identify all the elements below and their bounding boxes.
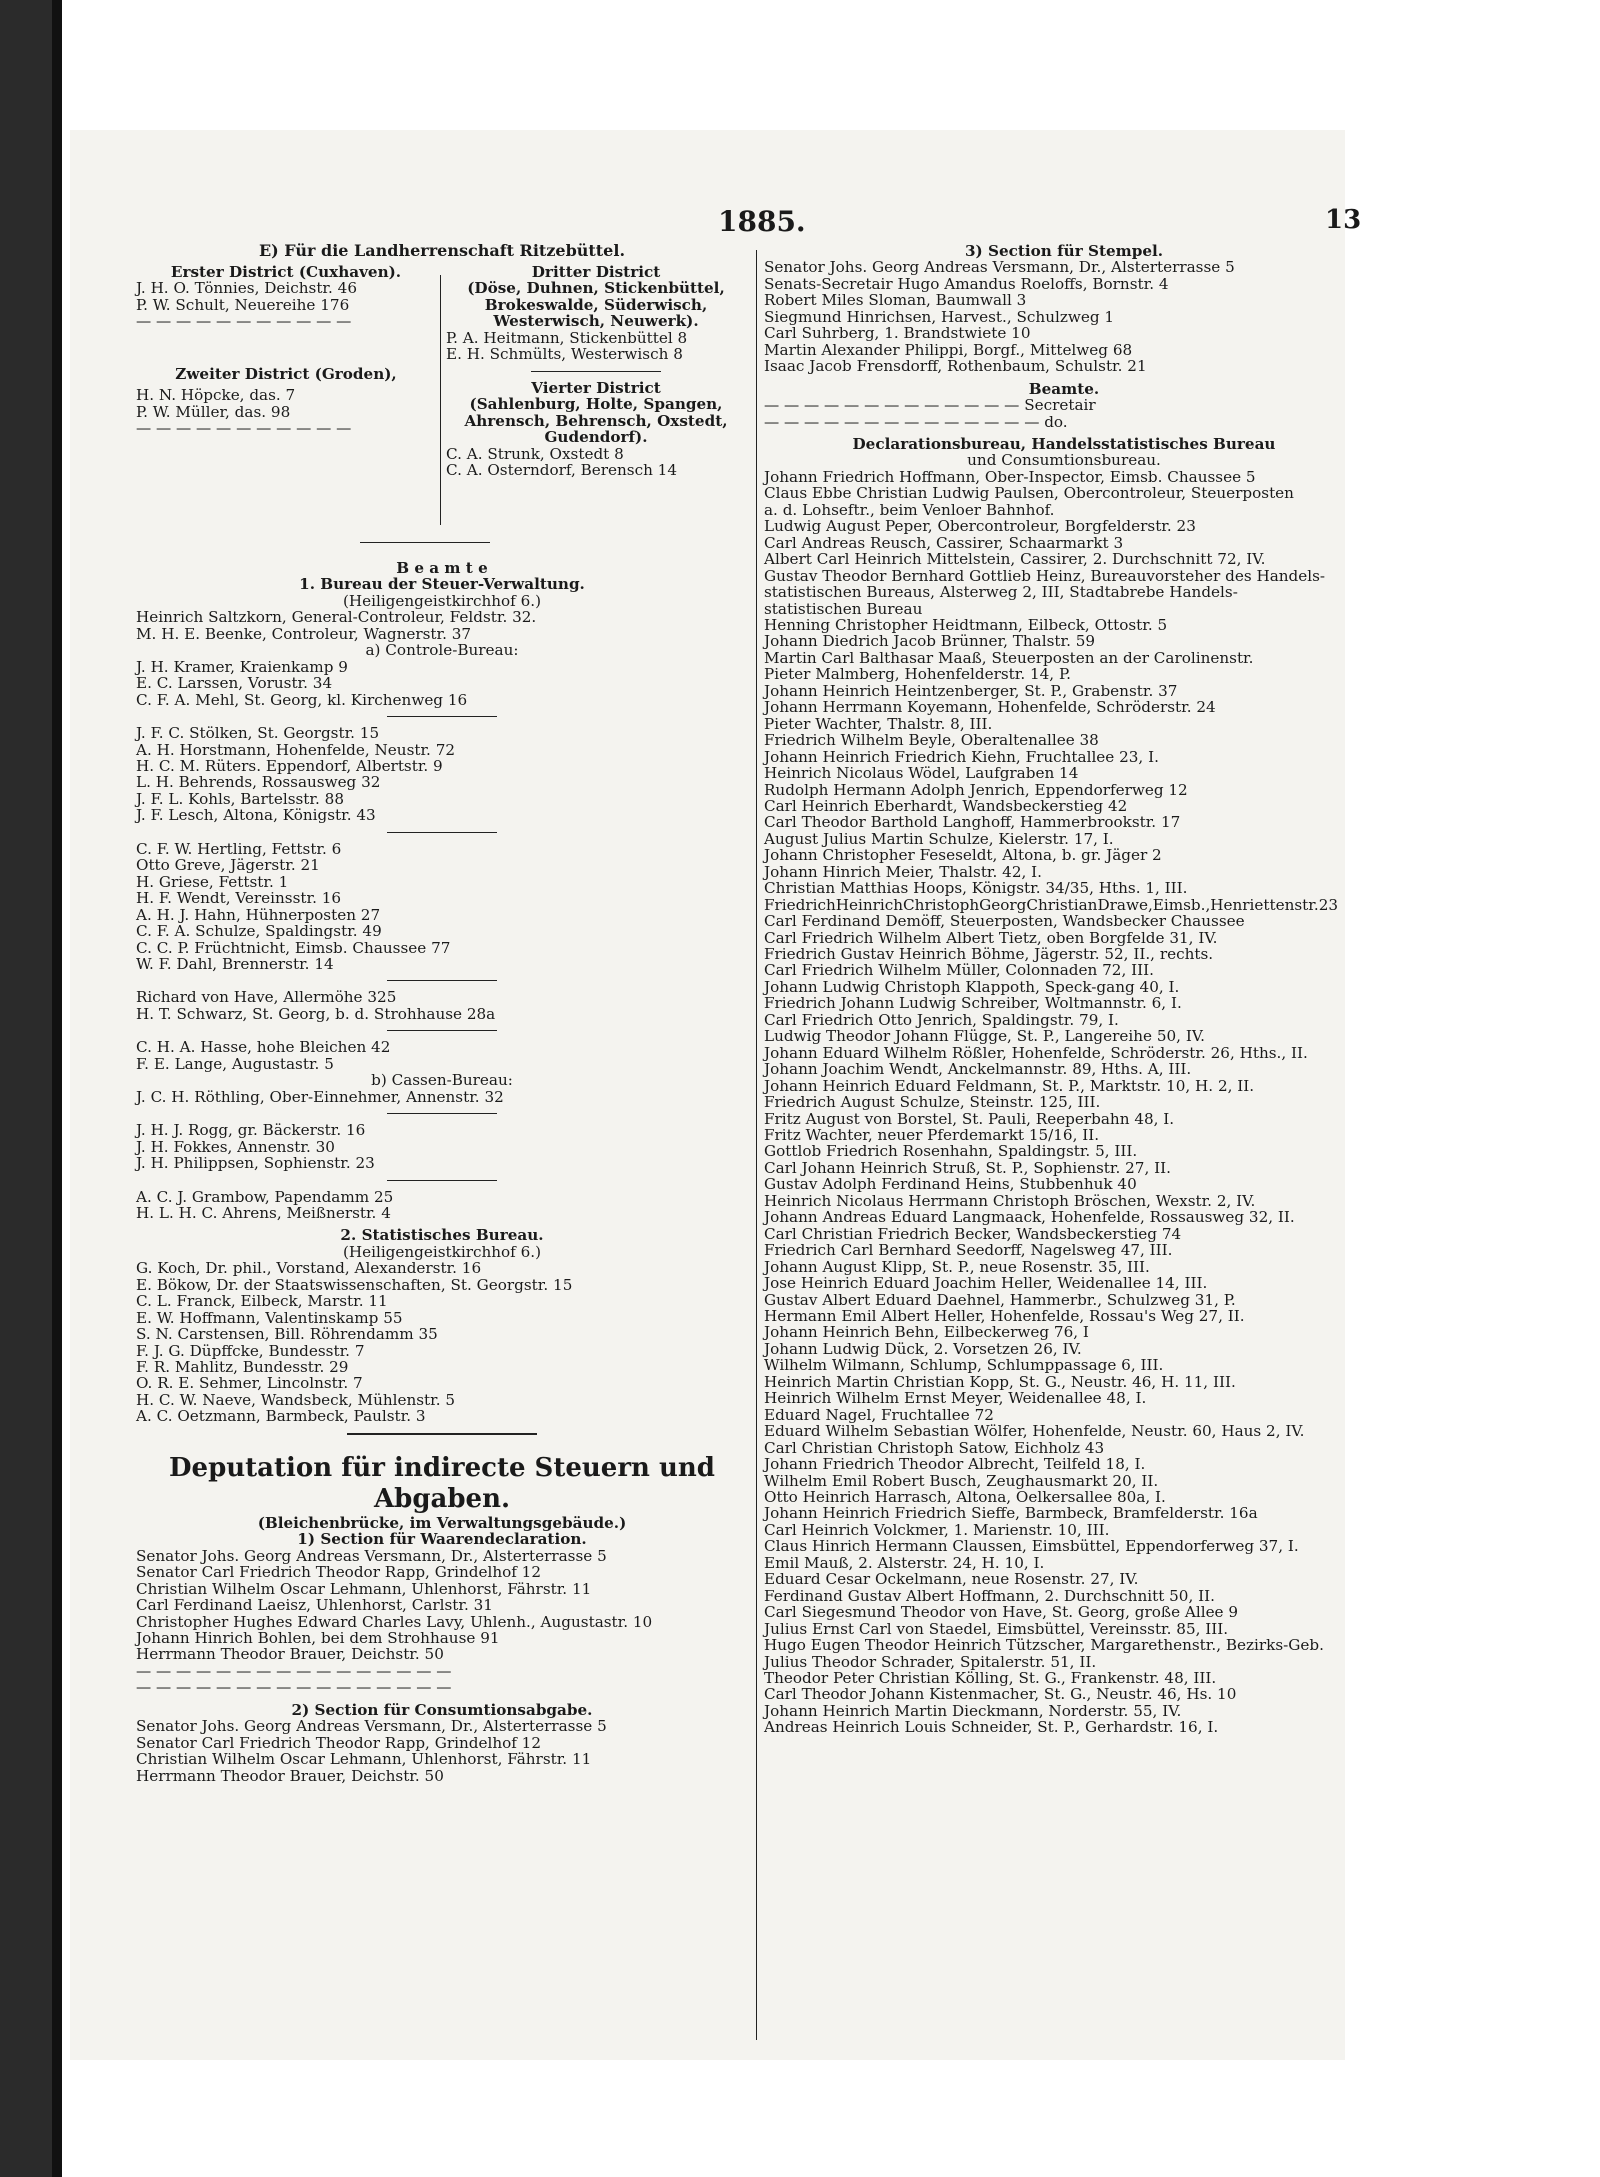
section3-line: Siegmund Hinrichsen, Harvest., Schulzweg 1 [764,307,1115,326]
declaration-line: Johann Friedrich Theodor Albrecht, Teilfeld 18, I. [764,1455,1146,1474]
group-rule [387,832,497,833]
declaration-line: Friedrich Gustav Heinrich Böhme, Jägerstr. 52, II., rechts. [764,945,1214,964]
declaration-line: Carl Andreas Reusch, Cassirer, Schaarmarkt 3 [764,533,1124,552]
beamte-line: — — — — — — — — — — — — — Secretair [764,396,1096,415]
declaration-line: Johann Christopher Feseseldt, Altona, b. gr. Jäger 2 [764,846,1162,865]
declaration-line: Johann Herrmann Koyemann, Hohenfelde, Schröderstr. 24 [764,698,1216,717]
declaration-line: Andreas Heinrich Louis Schneider, St. P., Gerhardstr. 16, I. [764,1718,1219,1737]
declaration-line: Julius Ernst Carl von Staedel, Eimsbüttel, Vereinsstr. 85, III. [764,1619,1229,1638]
declaration-line: Christian Matthias Hoops, Königstr. 34/35, Hths. 1, III. [764,879,1188,898]
declaration-line: Wilhelm Emil Robert Busch, Zeughausmarkt 20, II. [764,1471,1159,1490]
section-rule [360,542,490,543]
declaration-line: statistischen Bureau [764,599,923,618]
declaration-line: Johann Hinrich Meier, Thalstr. 42, I. [764,862,1042,881]
cassen-line: J. C. H. Röthling, Ober-Einnehmer, Annenstr. 32 [136,1087,504,1106]
bureau1-line: Heinrich Saltzkorn, General-Controleur, Feldstr. 32. [136,608,537,627]
declaration-line: Heinrich Nicolaus Herrmann Christoph Bröschen, Wexstr. 2, IV. [764,1191,1256,1210]
bureau1-sub: (Heiligengeistkirchhof 6.) [342,591,542,610]
section1-line: Herrmann Theodor Brauer, Deichstr. 50 [136,1645,444,1664]
declaration-line: Albert Carl Heinrich Mittelstein, Cassirer, 2. Durchschnitt 72, IV. [764,550,1266,569]
cassen-line: A. C. J. Grambow, Papendamm 25 [136,1187,394,1206]
district4-heading: (Sahlenburg, Holte, Spangen, [469,395,723,414]
declaration-line: Jose Heinrich Eduard Joachim Heller, Weidenallee 14, III. [764,1274,1208,1293]
controle-line: C. H. A. Hasse, hohe Bleichen 42 [136,1038,391,1057]
section3-line: Senator Johs. Georg Andreas Versmann, Dr., Alsterterrasse 5 [764,258,1235,277]
controle-line: A. H. J. Hahn, Hühnerposten 27 [136,905,381,924]
declaration-line: Carl Friedrich Otto Jenrich, Spaldingstr. 79, I. [764,1010,1119,1029]
district1-line: P. W. Schult, Neuereihe 176 [136,295,350,314]
section2-line: Senator Carl Friedrich Theodor Rapp, Grindelhof 12 [136,1733,542,1752]
declaration-line: Friedrich Wilhelm Beyle, Oberaltenallee 38 [764,731,1099,750]
controle-line: C. F. W. Hertling, Fettstr. 6 [136,839,342,858]
left-beamte [136,560,748,1784]
declaration-line: Heinrich Nicolaus Wödel, Laufgraben 14 [764,764,1079,783]
controle-line: H. Griese, Fettstr. 1 [136,872,289,891]
bureau2-line: G. Koch, Dr. phil., Vorstand, Alexanderstr. 16 [136,1259,482,1278]
declaration-line: Johann Heinrich Friedrich Kiehn, Fruchtallee 23, I. [764,747,1159,766]
section1-line: Senator Johs. Georg Andreas Versmann, Dr., Alsterterrasse 5 [136,1546,607,1565]
controle-line: H. C. M. Rüters. Eppendorf, Albertstr. 9 [136,756,443,775]
section2-line: Herrmann Theodor Brauer, Deichstr. 50 [136,1766,444,1785]
declaration-line: Johann Friedrich Hoffmann, Ober-Inspector, Eimsb. Chaussee 5 [764,467,1256,486]
bureau2-line: F. J. G. Düpffcke, Bundesstr. 7 [136,1341,365,1360]
beamte-title: B e a m t e [396,559,488,577]
district1-line: — — — — — — — — — — — [136,312,352,331]
beamte-line: — — — — — — — — — — — — — — do. [764,412,1068,431]
controle-line: C. C. P. Früchtnicht, Eimsb. Chaussee 77 [136,938,451,957]
declaration-line: Friedrich Carl Bernhard Seedorff, Nagelsweg 47, III. [764,1241,1173,1260]
declaration-line: Hugo Eugen Theodor Heinrich Tützscher, Margarethenstr., Bezirks-Geb. [764,1636,1324,1655]
section3-heading: 3) Section für Stempel. [964,242,1164,260]
section3-line: Robert Miles Sloman, Baumwall 3 [764,291,1027,310]
group-rule [387,1113,497,1114]
declaration-line: Ludwig August Peper, Obercontroleur, Borgfelderstr. 23 [764,517,1196,536]
declaration-line: Carl Johann Heinrich Struß, St. P., Sophienstr. 27, II. [764,1158,1171,1177]
declaration-line: Eduard Nagel, Fruchtallee 72 [764,1405,994,1424]
declaration-line: Ferdinand Gustav Albert Hoffmann, 2. Durchschnitt 50, II. [764,1586,1215,1605]
declaration-line: Gottlob Friedrich Rosenhahn, Spaldingstr. 5, III. [764,1142,1138,1161]
declaration-line: Johann Heinrich Behn, Eilbeckerweg 76, I [764,1323,1089,1342]
controle-line: Richard von Have, Allermöhe 325 [136,988,397,1007]
declaration-heading: Declarationsbureau, Handelsstatistisches Bureau [852,434,1276,453]
district3-heading: Dritter District [531,263,661,281]
declaration-line: Carl Siegesmund Theodor von Have, St. Georg, große Allee 9 [764,1603,1239,1622]
declaration-line: Gustav Theodor Bernhard Gottlieb Heinz, Bureauvorsteher des Handels- [764,566,1326,585]
section2-line: Christian Wilhelm Oscar Lehmann, Uhlenhorst, Fährstr. 11 [136,1750,592,1769]
controle-line: J. F. C. Stölken, St. Georgstr. 15 [136,724,380,743]
declaration-line: Julius Theodor Schrader, Spitalerstr. 51, II. [764,1652,1097,1671]
declaration-line: Johann Ludwig Dück, 2. Vorsetzen 26, IV. [764,1339,1082,1358]
declaration-line: Pieter Wachter, Thalstr. 8, III. [764,714,993,733]
page-number: 13 [1325,205,1362,235]
controle-line: J. F. L. Kohls, Bartelsstr. 88 [136,789,344,808]
group-rule [387,980,497,981]
controle-line: W. F. Dahl, Brennerstr. 14 [136,954,334,973]
column-divider [756,250,757,2040]
group-rule [387,1030,497,1031]
district4-heading: Gudendorf). [544,428,648,447]
bureau2-line: S. N. Carstensen, Bill. Röhrendamm 35 [136,1325,438,1344]
cassen-line: J. H. Fokkes, Annenstr. 30 [136,1137,335,1156]
district4-line: C. A. Osterndorf, Berensch 14 [446,460,678,479]
declaration-line: Johann Heinrich Martin Dieckmann, Norderstr. 55, IV. [764,1701,1182,1720]
beamte-heading: Beamte. [1028,379,1100,398]
bureau1-heading: 1. Bureau der Steuer-Verwaltung. [299,575,585,594]
district3-line: E. H. Schmülts, Westerwisch 8 [446,345,683,364]
scan-binding-shadow [52,0,62,2177]
declaration-line: Johann Andreas Eduard Langmaack, Hohenfelde, Rossausweg 32, II. [764,1208,1295,1227]
declaration-line: Fritz August von Borstel, St. Pauli, Reeperbahn 48, I. [764,1109,1175,1128]
declaration-line: Eduard Cesar Ockelmann, neue Rosenstr. 27, IV. [764,1570,1139,1589]
district4-heading: Vierter District [531,378,661,397]
declaration-line: Carl Friedrich Wilhelm Müller, Colonnaden 72, III. [764,961,1154,980]
declaration-line: Gustav Albert Eduard Daehnel, Hammerbr., Schulzweg 31, P. [764,1290,1236,1309]
declaration-line: statistischen Bureaus, Alsterweg 2, III, Stadtabrebe Handels- [764,583,1238,602]
controle-line: H. T. Schwarz, St. Georg, b. d. Strohhause 28a [136,1004,496,1023]
deputation-title: Deputation für indirecte Steuern und [169,1452,715,1483]
declaration-line: Claus Ebbe Christian Ludwig Paulsen, Obercontroleur, Steuerposten [764,484,1294,503]
section1-line: — — — — — — — — — — — — — — — — [136,1661,452,1680]
declaration-line: Johann Heinrich Friedrich Sieffe, Barmbeck, Bramfelderstr. 16a [764,1504,1258,1523]
section1-line: Carl Ferdinand Laeisz, Uhlenhorst, Carlstr. 31 [136,1596,493,1615]
declaration-line: Gustav Adolph Ferdinand Heins, Stubbenhuk 40 [764,1175,1137,1194]
controle-line: F. E. Lange, Augustastr. 5 [136,1054,334,1073]
declaration-line: Carl Heinrich Eberhardt, Wandsbeckerstieg 42 [764,796,1128,815]
bureau1-line: M. H. E. Beenke, Controleur, Wagnerstr. 37 [136,624,472,643]
ritzebuettel-title: E) Für die Landherrenschaft Ritzebüttel. [258,241,626,260]
declaration-line: Johann August Klipp, St. P., neue Rosenstr. 35, III. [764,1257,1150,1276]
section3-line: Martin Alexander Philippi, Borgf., Mittelweg 68 [764,340,1133,359]
declaration-line: Hermann Emil Albert Heller, Hohenfelde, Rossau's Weg 27, II. [764,1307,1245,1325]
district2-heading: Zweiter District (Groden), [175,364,397,383]
section1-line: Christopher Hughes Edward Charles Lavy, Uhlenh., Augustastr. 10 [136,1612,653,1631]
declaration-line: Henning Christopher Heidtmann, Eilbeck, Ottostr. 5 [764,615,1168,634]
declaration-line: Wilhelm Wilmann, Schlump, Schlumppassage 6, III. [764,1356,1164,1375]
declaration-line: Friedrich August Schulze, Steinstr. 125, III. [764,1093,1101,1112]
declaration-line: Carl Christian Friedrich Becker, Wandsbeckerstieg 74 [764,1224,1182,1243]
controle-line: L. H. Behrends, Rossausweg 32 [136,773,381,792]
section3-line: Carl Suhrberg, 1. Brandstwiete 10 [764,324,1031,343]
cassen-line: H. L. H. C. Ahrens, Meißnerstr. 4 [136,1203,391,1222]
district-divider [440,275,441,525]
declaration-line: August Julius Martin Schulze, Kielerstr. 17, I. [764,829,1114,848]
declaration-line: Claus Hinrich Hermann Claussen, Eimsbüttel, Eppendorferweg 37, I. [764,1537,1299,1556]
declaration-line: Emil Mauß, 2. Alsterstr. 24, H. 10, I. [764,1553,1045,1572]
section3-line: Senats-Secretair Hugo Amandus Roeloffs, Bornstr. 4 [764,274,1169,293]
declaration-line: Theodor Peter Christian Kölling, St. G., Frankenstr. 48, III. [764,1668,1217,1687]
declaration-line: Johann Heinrich Heintzenberger, St. P., Grabenstr. 37 [764,681,1178,700]
bureau2-line: H. C. W. Naeve, Wandsbeck, Mühlenstr. 5 [136,1390,456,1409]
controle-line: H. F. Wendt, Vereinsstr. 16 [136,889,342,908]
controle-line: Otto Greve, Jägerstr. 21 [136,856,320,875]
district2-line: P. W. Müller, das. 98 [136,402,291,421]
bureau2-sub: (Heiligengeistkirchhof 6.) [342,1242,542,1261]
declaration-line: Ludwig Theodor Johann Flügge, St. P., Langereihe 50, IV. [764,1027,1205,1046]
declaration-line: Johann Heinrich Eduard Feldmann, St. P., Marktstr. 10, H. 2, II. [764,1076,1255,1095]
section1-line: Christian Wilhelm Oscar Lehmann, Uhlenhorst, Fährstr. 11 [136,1579,592,1598]
declaration-line: Johann Diedrich Jacob Brünner, Thalstr. 59 [764,632,1096,651]
district3-line: P. A. Heitmann, Stickenbüttel 8 [446,328,688,347]
cassen-heading: b) Cassen-Bureau: [371,1071,513,1090]
declaration-line: Carl Ferdinand Demöff, Steuerposten, Wandsbecker Chaussee [764,912,1245,931]
section1-heading: 1) Section für Waarendeclaration. [297,1530,587,1549]
declaration-heading: und Consumtionsbureau. [967,451,1161,470]
district-rule [531,371,661,372]
district3-heading: Brokeswalde, Süderwisch, [484,295,708,314]
cassen-line: J. H. J. Rogg, gr. Bäckerstr. 16 [136,1121,366,1140]
declaration-line: Rudolph Hermann Adolph Jenrich, Eppendorferweg 12 [764,780,1188,799]
declaration-line: Johann Joachim Wendt, Anckelmannstr. 89, Hths. A, III. [764,1060,1192,1079]
district1-line: J. H. O. Tönnies, Deichstr. 46 [136,279,358,298]
group-rule [387,716,497,717]
declaration-line: Carl Christian Christoph Satow, Eichholz 43 [764,1438,1105,1457]
declaration-line: Otto Heinrich Harrasch, Altona, Oelkersallee 80a, I. [764,1487,1166,1506]
controle-line: C. F. A. Mehl, St. Georg, kl. Kirchenweg 16 [136,690,468,709]
district2-line: H. N. Höpcke, das. 7 [136,386,296,405]
district-left-column [136,264,436,437]
district1-heading: Erster District (Cuxhaven). [170,263,402,281]
controle-line: E. C. Larssen, Vorustr. 34 [136,674,333,693]
deputation-title: Abgaben. [373,1483,511,1514]
page-year: 1885. [718,205,806,238]
district4-heading: Ahrensch, Behrensch, Oxstedt, [464,411,728,430]
bureau2-heading: 2. Statistisches Bureau. [340,1226,544,1245]
declaration-line: Carl Heinrich Volckmer, 1. Marienstr. 10, III. [764,1520,1110,1539]
declaration-line: Friedrich Johann Ludwig Schreiber, Woltmannstr. 6, I. [764,994,1182,1013]
section2-line: Senator Johs. Georg Andreas Versmann, Dr., Alsterterrasse 5 [136,1717,607,1736]
section1-line: Senator Carl Friedrich Theodor Rapp, Grindelhof 12 [136,1563,542,1582]
controle-line: A. H. Horstmann, Hohenfelde, Neustr. 72 [136,740,456,759]
group-rule [387,1180,497,1181]
declaration-line: Heinrich Martin Christian Kopp, St. G., Neustr. 46, H. 11, III. [764,1372,1236,1391]
declaration-line: Carl Theodor Barthold Langhoff, Hammerbrookstr. 17 [764,813,1181,832]
bureau2-line: O. R. E. Sehmer, Lincolnstr. 7 [136,1374,363,1393]
controle-line: J. F. Lesch, Altona, Königstr. 43 [136,806,376,825]
district3-heading: (Döse, Duhnen, Stickenbüttel, [467,279,725,298]
declaration-line: Johann Eduard Wilhelm Rößler, Hohenfelde, Schröderstr. 26, Hths., II. [764,1043,1308,1062]
right-column [764,243,1364,1736]
declaration-line: FriedrichHeinrichChristophGeorgChristianDrawe,Eimsb.,Henriettenstr.23 [764,895,1339,914]
bureau2-line: C. L. Franck, Eilbeck, Marstr. 11 [136,1292,388,1311]
controle-line: J. H. Kramer, Kraienkamp 9 [136,657,348,676]
controle-line: C. F. A. Schulze, Spaldingstr. 49 [136,922,382,941]
section3-line: Isaac Jacob Frensdorff, Rothenbaum, Schulstr. 21 [764,357,1147,376]
bureau2-line: A. C. Oetzmann, Barmbeck, Paulstr. 3 [136,1407,426,1426]
declaration-line: Pieter Malmberg, Hohenfelderstr. 14, P. [764,665,1071,684]
declaration-list [764,469,1364,1736]
bureau2-line: E. Bökow, Dr. der Staatswissenschaften, St. Georgstr. 15 [136,1275,573,1294]
deputation-location: (Bleichenbrücke, im Verwaltungsgebäude.) [257,1513,627,1532]
bureau2-line: E. W. Hoffmann, Valentinskamp 55 [136,1308,403,1327]
section1-line: — — — — — — — — — — — — — — — — [136,1678,452,1697]
declaration-line: a. d. Lohseftr., beim Venloer Bahnhof. [764,500,1055,519]
declaration-line: Carl Friedrich Wilhelm Albert Tietz, oben Borgfelde 31, IV. [764,928,1218,947]
district2-line: — — — — — — — — — — — [136,419,352,438]
district-right-column [446,264,746,478]
section-rule [347,1433,537,1435]
district4-line: C. A. Strunk, Oxstedt 8 [446,444,624,463]
left-column [136,243,748,259]
section1-line: Johann Hinrich Bohlen, bei dem Strohhause 91 [136,1629,500,1648]
cassen-line: J. H. Philippsen, Sophienstr. 23 [136,1154,375,1173]
declaration-line: Heinrich Wilhelm Ernst Meyer, Weidenallee 48, I. [764,1389,1147,1408]
declaration-line: Carl Theodor Johann Kistenmacher, St. G., Neustr. 46, Hs. 10 [764,1685,1237,1704]
bureau2-line: F. R. Mahlitz, Bundesstr. 29 [136,1358,349,1377]
declaration-line: Johann Ludwig Christoph Klappoth, Speck-gang 40, I. [764,977,1180,996]
declaration-line: Fritz Wachter, neuer Pferdemarkt 15/16, II. [764,1126,1100,1145]
declaration-line: Martin Carl Balthasar Maaß, Steuerposten an der Carolinenstr. [764,648,1254,667]
section2-heading: 2) Section für Consumtionsabgabe. [291,1700,593,1719]
controle-heading: a) Controle-Bureau: [365,641,519,660]
declaration-line: Eduard Wilhelm Sebastian Wölfer, Hohenfelde, Neustr. 60, Haus 2, IV. [764,1422,1305,1441]
district3-heading: Westerwisch, Neuwerk). [493,312,699,331]
